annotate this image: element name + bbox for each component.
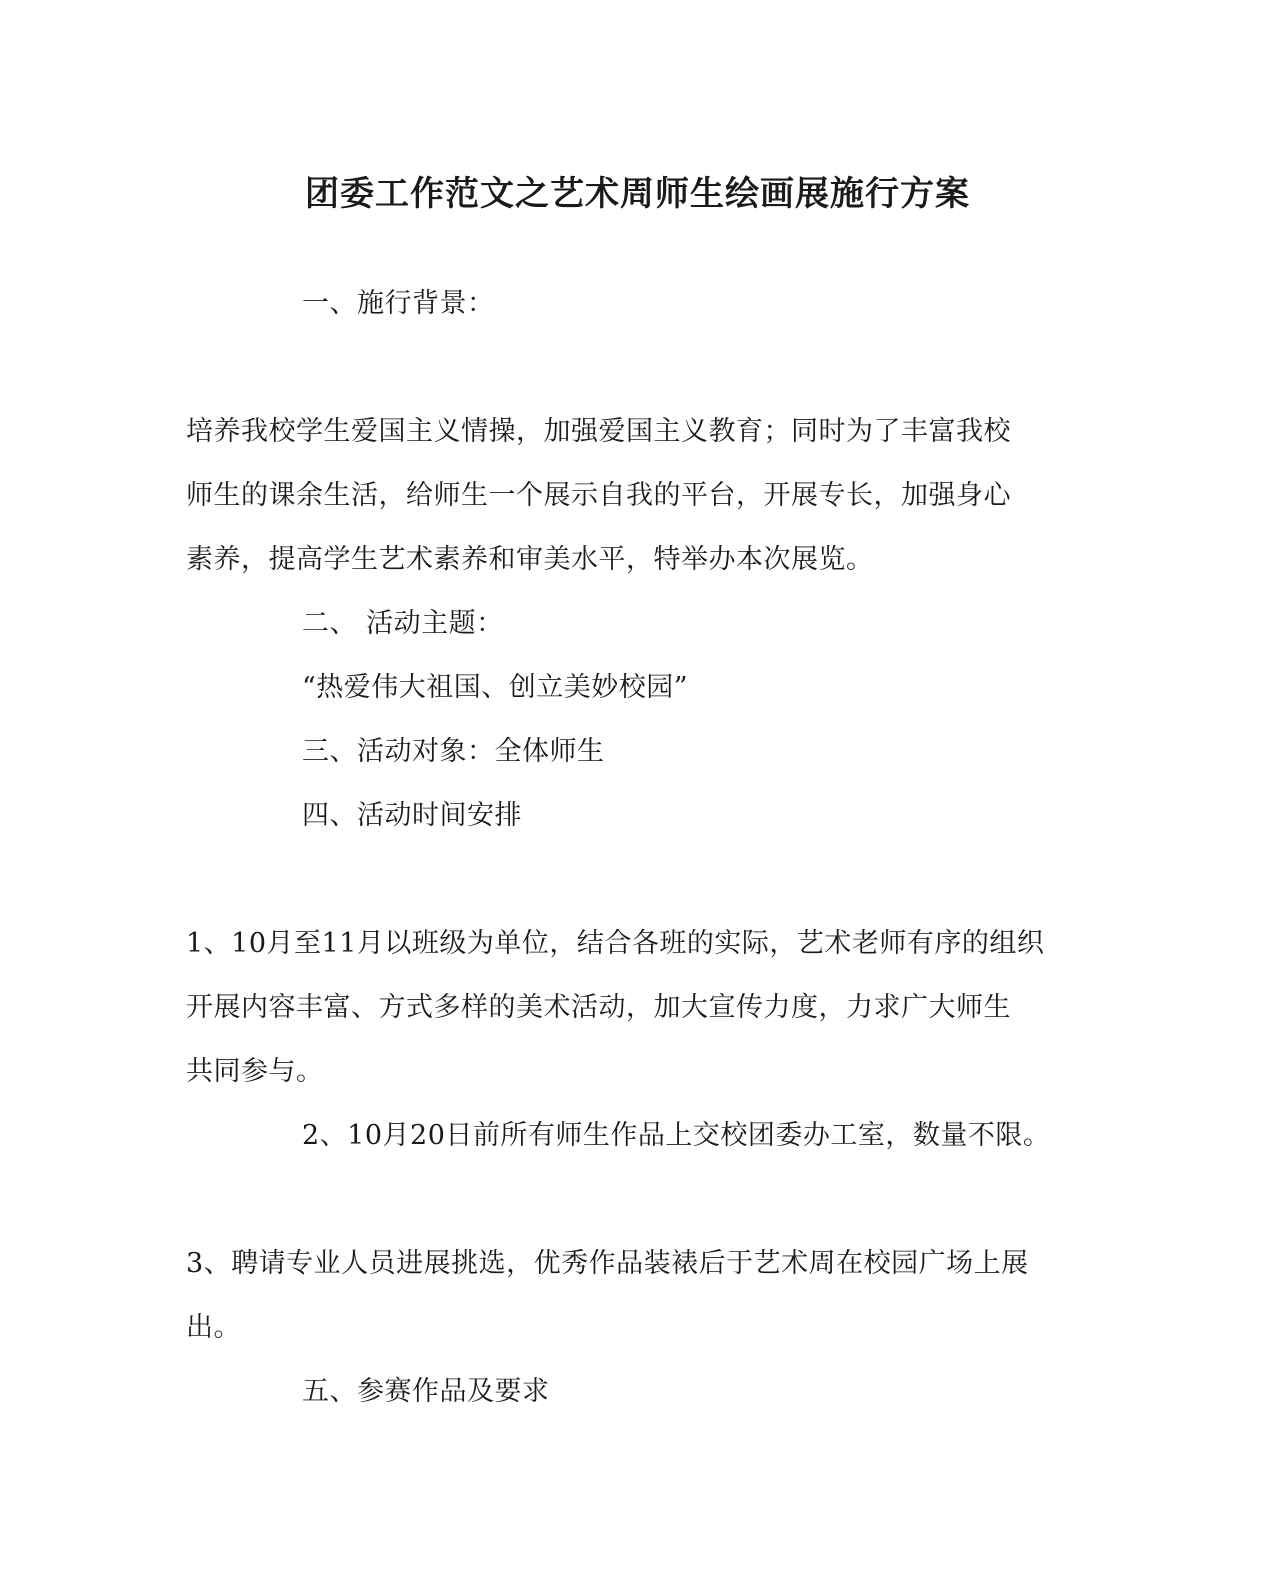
section-heading-theme: 二、 活动主题： <box>302 608 504 639</box>
section-heading-audience: 三、活动对象：全体师生 <box>302 736 605 767</box>
paragraph-line: 共同参与。 <box>186 1056 324 1087</box>
paragraph-line: 2、10月20日前所有师生作品上交校团委办工室，数量不限。 <box>302 1120 1051 1151</box>
section-heading-background: 一、施行背景： <box>302 288 495 319</box>
paragraph-line: 出。 <box>186 1312 241 1343</box>
section-heading-requirements: 五、参赛作品及要求 <box>302 1376 550 1407</box>
paragraph-line: 开展内容丰富、方式多样的美术活动，加大宣传力度，力求广大师生 <box>186 992 1011 1023</box>
paragraph-line: 3、聘请专业人员进展挑选，优秀作品装裱后于艺术周在校园广场上展 <box>186 1248 1029 1279</box>
paragraph-line: 1、10月至11月以班级为单位，结合各班的实际，艺术老师有序的组织 <box>186 928 1045 959</box>
theme-slogan: “热爱伟大祖国、创立美妙校园” <box>302 672 689 703</box>
section-heading-schedule: 四、活动时间安排 <box>302 800 522 831</box>
paragraph-line: 培养我校学生爱国主义情操，加强爱国主义教育；同时为了丰富我校 <box>186 416 1011 447</box>
paragraph-line: 师生的课余生活，给师生一个展示自我的平台，开展专长，加强身心 <box>186 480 1011 511</box>
document-title: 团委工作范文之艺术周师生绘画展施行方案 <box>305 174 970 214</box>
paragraph-line: 素养，提高学生艺术素养和审美水平，特举办本次展览。 <box>186 544 874 575</box>
